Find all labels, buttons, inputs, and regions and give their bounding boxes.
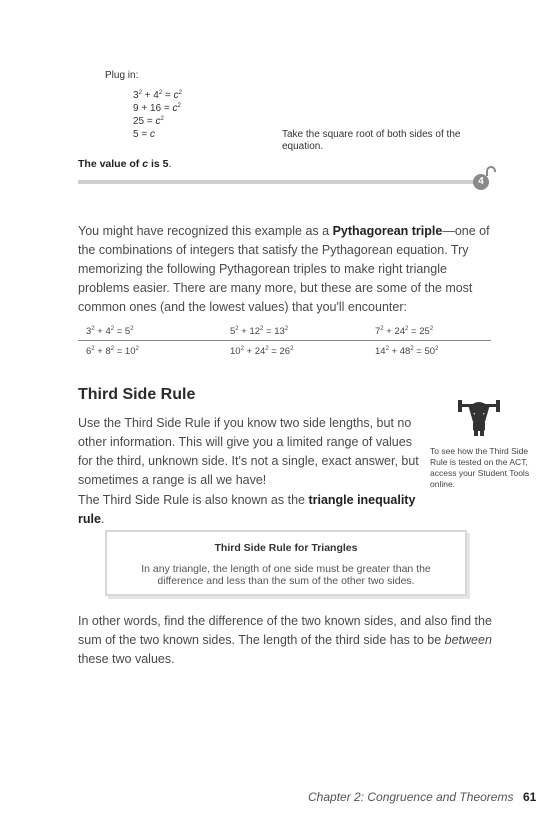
plug-in-label: Plug in: bbox=[105, 70, 139, 81]
unlock-bar bbox=[78, 180, 478, 184]
chapter-footer: Chapter 2: Congruence and Theorems bbox=[308, 790, 514, 804]
section-paragraph-2: The Third Side Rule is also known as the triangle inequality rule. bbox=[78, 493, 416, 526]
equation-step-4: 5 = c bbox=[133, 129, 155, 140]
intro-paragraph: You might have recognized this example as a Pythagorean triple—one of the combinations of integers that satisfy the Pythagorean equation. Try memorizing the following Pythagorean triples to make right triangle problems easier. There are many more, but these are some of the most common ones (and the lowest values) that you'll encounter: bbox=[78, 224, 490, 314]
triples-divider bbox=[78, 340, 491, 341]
rule-box bbox=[105, 530, 467, 596]
result-text: The value of c is 5. bbox=[78, 158, 172, 170]
equation-step-1: $3^2 + 4^2 = c^2$ bbox=[133, 90, 182, 101]
section-paragraph-1: Use the Third Side Rule if you know two side lengths, but no other information. This will give you a limited range of values for the third, unknown side. It's not a single, exact answer, but sometimes a range is all we have! bbox=[78, 416, 419, 487]
sidebar-note: To see how the Third Side Rule is tested on the ACT, access your Student Tools online. bbox=[430, 446, 530, 489]
equation-step-2: $9 + 16 = c^2$ bbox=[133, 103, 181, 114]
unlock-badge: 4 bbox=[473, 174, 489, 190]
triple-cell: $6^2 + 8^2 = 10^2$ bbox=[86, 346, 139, 357]
strongman-icon bbox=[456, 396, 502, 436]
rule-box-text: In any triangle, the length of one side must be greater than the difference and less than the sum of the other two sides. bbox=[141, 563, 431, 587]
triple-cell: $10^2 + 24^2 = 26^2$ bbox=[230, 346, 294, 357]
square-root-note: Take the square root of both sides of the equation. bbox=[282, 129, 461, 152]
equation-step-3: $25 = c^2$ bbox=[133, 116, 164, 127]
unlock-icon bbox=[484, 166, 498, 180]
triple-cell: $5^2 + 12^2 = 13^2$ bbox=[230, 326, 289, 337]
triple-cell: $3^2 + 4^2 = 5^2$ bbox=[86, 326, 134, 337]
section-title: Third Side Rule bbox=[78, 386, 196, 403]
rule-box-title: Third Side Rule for Triangles bbox=[214, 542, 358, 554]
triangle-inequality-term: triangle inequality rule bbox=[78, 493, 416, 526]
triple-cell: $14^2 + 48^2 = 50^2$ bbox=[375, 346, 439, 357]
triple-cell: $7^2 + 24^2 = 25^2$ bbox=[375, 326, 434, 337]
closing-paragraph: In other words, find the difference of the two known sides, and also find the sum of the two known sides. The length of the third side has to be between these two values. bbox=[78, 614, 492, 666]
pythagorean-triple-term: Pythagorean triple bbox=[332, 224, 443, 238]
page-number: 61 bbox=[523, 790, 537, 804]
